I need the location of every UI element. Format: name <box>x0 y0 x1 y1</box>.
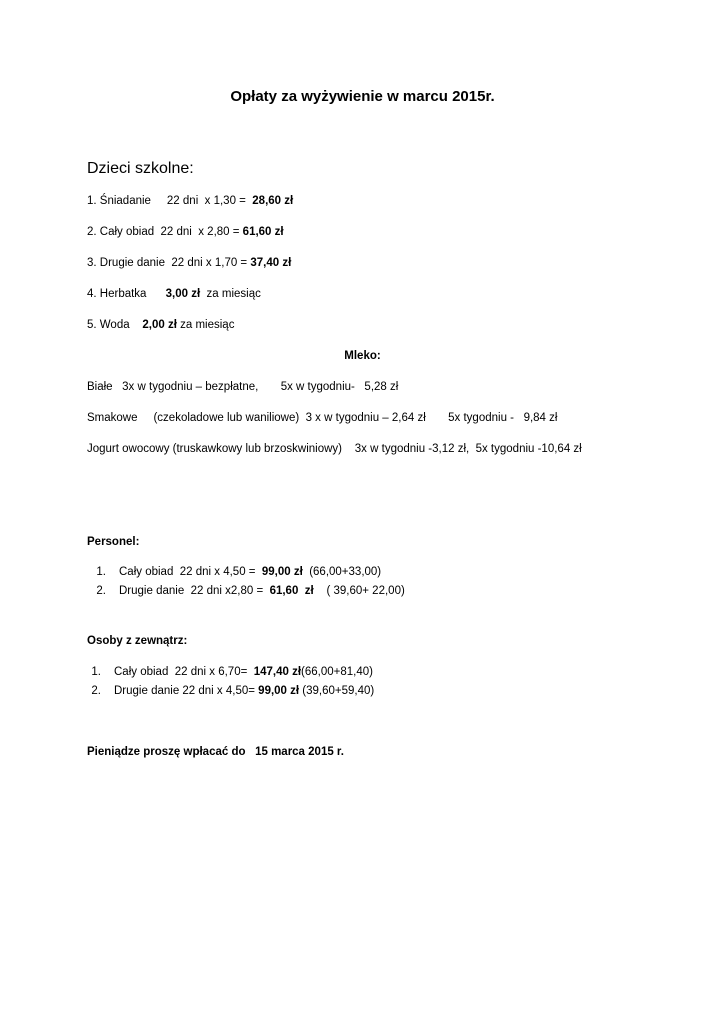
staff-item: 2. Drugie danie 22 dni x2,80 = 61,60 zł ( 39,60+ 22,00) <box>96 585 405 597</box>
external-item: 2. Drugie danie 22 dni x 4,50= 99,00 zł (39,60+59,40) <box>91 685 375 697</box>
payment-deadline: Pieniądze proszę wpłacać do 15 marca 2015 r. <box>87 746 344 758</box>
schoolchildren-item: 5. Woda 2,00 zł za miesiąc <box>87 319 235 331</box>
milk-heading: Mleko: <box>344 350 381 362</box>
staff-item: 1. Cały obiad 22 dni x 4,50 = 99,00 zł (66,00+33,00) <box>96 566 382 578</box>
milk-line: Jogurt owocowy (truskawkowy lub brzoskwiniowy) 3x w tygodniu -3,12 zł, 5x tygodniu -10,64 zł <box>87 443 582 455</box>
schoolchildren-item: 1. Śniadanie 22 dni x 1,30 = 28,60 zł <box>87 195 294 207</box>
schoolchildren-item: 3. Drugie danie 22 dni x 1,70 = 37,40 zł <box>87 257 292 269</box>
external-item: 1. Cały obiad 22 dni x 6,70= 147,40 zł(66,00+81,40) <box>91 666 373 678</box>
milk-line: Smakowe (czekoladowe lub waniliowe) 3 x w tygodniu – 2,64 zł 5x tygodniu - 9,84 zł <box>87 412 558 424</box>
milk-line: Białe 3x w tygodniu – bezpłatne, 5x w tygodniu- 5,28 zł <box>87 381 399 393</box>
document-title: Opłaty za wyżywienie w marcu 2015r. <box>230 88 495 105</box>
schoolchildren-heading: Dzieci szkolne: <box>87 160 194 177</box>
external-heading: Osoby z zewnątrz: <box>87 635 188 647</box>
staff-heading: Personel: <box>87 536 140 548</box>
schoolchildren-item: 2. Cały obiad 22 dni x 2,80 = 61,60 zł <box>87 226 284 238</box>
schoolchildren-item: 4. Herbatka 3,00 zł za miesiąc <box>87 288 261 300</box>
